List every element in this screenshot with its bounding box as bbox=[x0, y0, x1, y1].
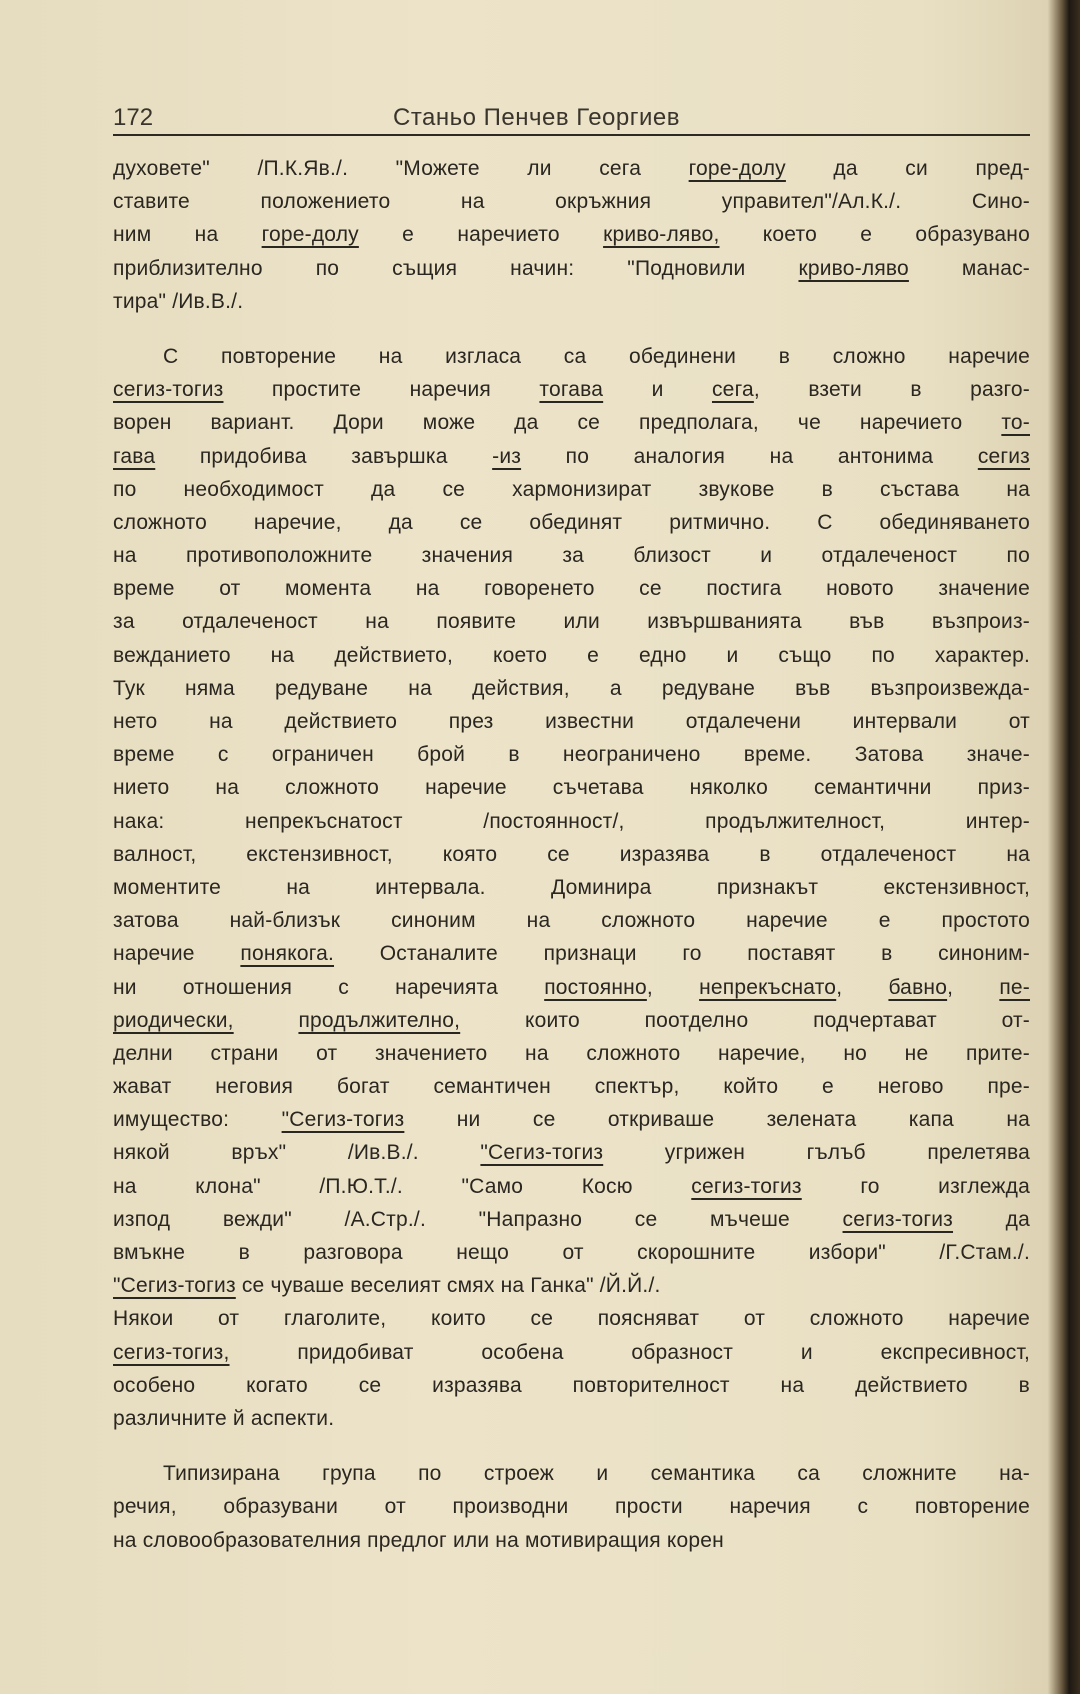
text-segment: особено когато се изразява повторителност на действието в bbox=[113, 1373, 1030, 1397]
text-segment: някой връх" /Ив.В./. bbox=[113, 1141, 481, 1165]
text-segment: приблизително по същия начин: "Подновили bbox=[113, 256, 799, 280]
text-line bbox=[113, 285, 1030, 318]
text-segment: С повторение на изгласа са обединени в сложно наречие bbox=[163, 344, 1030, 368]
text-line bbox=[113, 1037, 1030, 1070]
underlined-term: "Сегиз-тогиз bbox=[281, 1108, 405, 1132]
text-segment: Типизирана група по строеж и семантика са сложните на- bbox=[163, 1462, 1030, 1486]
text-segment: , bbox=[836, 975, 889, 999]
text-segment: на клона" /П.Ю.Т./. "Само Косю bbox=[113, 1174, 692, 1198]
text-segment: , bbox=[646, 975, 700, 999]
text-segment: ни отношения с наречията bbox=[113, 975, 545, 999]
underlined-term: сегиз-тогиз bbox=[842, 1207, 954, 1231]
page-number: 172 bbox=[113, 104, 154, 131]
text-segment: изпод вежди" /А.Стр./. "Напразно се мъчеше bbox=[113, 1207, 843, 1231]
text-line bbox=[113, 1336, 1030, 1369]
underlined-term: риодически, bbox=[113, 1008, 234, 1032]
text-segment: моментите на интервала. Доминира признакът екстензивност, bbox=[113, 875, 1030, 899]
paragraph bbox=[113, 1457, 1030, 1557]
text-line bbox=[113, 1170, 1030, 1203]
text-segment: сложното наречие, да се обединят ритмично. С обединяването bbox=[113, 510, 1030, 534]
text-line bbox=[113, 904, 1030, 937]
underlined-term: продължително, bbox=[298, 1008, 461, 1032]
text-segment: затова най-близък синоним на сложното наречие е простото bbox=[113, 909, 1030, 933]
text-line bbox=[113, 1302, 1030, 1335]
text-line bbox=[113, 871, 1030, 904]
text-segment: Някои от глаголите, които се поясняват от сложното наречие bbox=[113, 1307, 1030, 1331]
underlined-term: пе- bbox=[999, 975, 1030, 999]
text-line bbox=[113, 1070, 1030, 1103]
text-segment: да bbox=[953, 1207, 1030, 1231]
text-segment: ворен вариант. Дори може да се предполага, че наречието bbox=[113, 411, 1002, 435]
text-line bbox=[113, 572, 1030, 605]
text-segment: и bbox=[603, 378, 712, 402]
text-segment: жават неговия богат семантичен спектър, който е негово пре- bbox=[113, 1075, 1030, 1099]
underlined-term: гава bbox=[113, 444, 156, 468]
text-segment: манас- bbox=[908, 256, 1030, 280]
text-segment: време от момента на говоренето се постига новото значение bbox=[113, 577, 1030, 601]
text-segment: нето на действието през известни отдалечени интервали от bbox=[113, 710, 1030, 733]
text-segment: ни се откриваше зелената капа на bbox=[404, 1108, 1031, 1132]
running-header bbox=[113, 104, 1030, 136]
text-segment: Тук няма редуване на действия, а редуване във възпроизвежда- bbox=[113, 676, 1030, 700]
text-line bbox=[113, 705, 1030, 738]
text-line bbox=[113, 406, 1030, 439]
text-line bbox=[113, 1457, 1030, 1490]
text-line bbox=[113, 771, 1030, 804]
text-segment: придобиват особена образност и експресивност, bbox=[229, 1340, 1030, 1364]
text-segment: , взети в разго- bbox=[753, 378, 1031, 402]
text-line bbox=[113, 672, 1030, 705]
text-segment: ставите положението на окръжния управител"/Ал.К./. Сино- bbox=[113, 190, 1030, 214]
text-line bbox=[113, 440, 1030, 473]
text-segment: наречие bbox=[113, 942, 241, 966]
text-line bbox=[113, 1524, 1030, 1557]
text-line bbox=[113, 252, 1030, 285]
text-line bbox=[113, 838, 1030, 871]
text-line bbox=[113, 971, 1030, 1004]
underlined-term: криво-ляво, bbox=[603, 223, 720, 247]
text-segment: е наречието bbox=[358, 223, 604, 247]
underlined-term: то- bbox=[1001, 411, 1030, 435]
text-line bbox=[113, 639, 1030, 672]
text-segment: нака: непрекъснатост /постоянност/, продължителност, интер- bbox=[113, 809, 1030, 833]
underlined-term: сегиз-тогиз bbox=[113, 378, 224, 402]
text-line bbox=[113, 1490, 1030, 1523]
running-header-author: Станьо Пенчев Георгиев bbox=[393, 104, 680, 131]
text-segment: нието на сложното наречие съчетава няколко семантични приз- bbox=[113, 776, 1030, 800]
text-line bbox=[113, 506, 1030, 539]
text-segment: ним на bbox=[113, 223, 262, 247]
text-line bbox=[113, 937, 1030, 970]
text-segment: вмъкне в разговора нещо от скорошните избори" /Г.Стам./. bbox=[113, 1241, 1030, 1264]
text-segment: валност, екстензивност, която се изразява в отдалеченост на bbox=[113, 842, 1030, 866]
text-segment: простите наречия bbox=[223, 378, 540, 402]
underlined-term: сегиз-тогиз, bbox=[113, 1340, 230, 1364]
text-segment: време с ограничен брой в неограничено време. Затова значе- bbox=[113, 743, 1030, 767]
text-line bbox=[113, 152, 1030, 185]
text-segment: делни страни от значението на сложното наречие, но не прите- bbox=[113, 1041, 1030, 1065]
underlined-term: криво-ляво bbox=[798, 256, 909, 280]
underlined-term: бавно bbox=[888, 975, 948, 999]
paragraph bbox=[113, 340, 1030, 1435]
text-line bbox=[113, 738, 1030, 771]
text-segment: които поотделно подчертават от- bbox=[460, 1008, 1030, 1032]
underlined-term: сега bbox=[711, 378, 754, 402]
text-line bbox=[113, 1369, 1030, 1402]
text-line bbox=[113, 539, 1030, 572]
text-segment: придобива завършка bbox=[155, 444, 493, 468]
text-line bbox=[113, 473, 1030, 506]
header-rule bbox=[113, 134, 1030, 136]
text-line bbox=[113, 340, 1030, 373]
text-line bbox=[113, 805, 1030, 838]
underlined-term: понякога. bbox=[240, 942, 335, 966]
text-segment: Останалите признаци го поставят в синоним- bbox=[334, 942, 1030, 966]
text-line bbox=[113, 1103, 1030, 1136]
underlined-term: тогава bbox=[539, 378, 604, 402]
underlined-term: сегиз-тогиз bbox=[691, 1174, 802, 1198]
text-line bbox=[113, 1269, 1030, 1302]
text-line bbox=[113, 185, 1030, 218]
text-segment: което е образувано bbox=[719, 223, 1030, 247]
text-segment: вежданието на действието, което е едно и също по характер. bbox=[113, 643, 1030, 667]
text-segment: различните й аспекти. bbox=[113, 1406, 335, 1430]
text-segment bbox=[234, 1009, 299, 1032]
text-line bbox=[113, 218, 1030, 251]
text-segment: , bbox=[947, 975, 1000, 999]
underlined-term: постоянно bbox=[544, 975, 647, 999]
underlined-term: непрекъснато bbox=[699, 975, 837, 999]
underlined-term: сегиз bbox=[977, 444, 1031, 468]
underlined-term: "Сегиз-тогиз bbox=[113, 1274, 236, 1298]
text-segment: тира" /Ив.В./. bbox=[113, 289, 244, 313]
text-segment: се чуваше веселият смях на Ганка" /Й.Й./. bbox=[235, 1274, 661, 1298]
text-segment: духовете" /П.К.Яв./. "Можете ли сега bbox=[113, 157, 689, 180]
text-segment: го изглежда bbox=[801, 1174, 1030, 1198]
paragraph-gap bbox=[113, 1435, 1030, 1457]
text-segment: угрижен гълъб прелетява bbox=[603, 1141, 1030, 1165]
text-segment: речия, образувани от производни прости наречия с повторение bbox=[113, 1495, 1030, 1519]
text-line bbox=[113, 1004, 1030, 1037]
underlined-term: "Сегиз-тогиз bbox=[480, 1141, 604, 1165]
text-segment: по необходимост да се хармонизират звукове в състава на bbox=[113, 477, 1030, 501]
paragraph-gap bbox=[113, 318, 1030, 340]
text-segment: по аналогия на антонима bbox=[521, 444, 978, 468]
paragraph bbox=[113, 152, 1030, 318]
underlined-term: горе-долу bbox=[688, 157, 786, 180]
text-segment: да си пред- bbox=[785, 157, 1030, 180]
text-line bbox=[113, 1402, 1030, 1435]
text-line bbox=[113, 1203, 1030, 1236]
text-segment: на словообразователния предлог или на мотивиращия корен bbox=[113, 1528, 724, 1552]
text-line bbox=[113, 1236, 1030, 1269]
underlined-term: горе-долу bbox=[261, 223, 359, 247]
body-text bbox=[113, 152, 1030, 1557]
text-line bbox=[113, 605, 1030, 638]
text-segment: на противоположните значения за близост и отдалеченост по bbox=[113, 544, 1030, 568]
text-line bbox=[113, 1136, 1030, 1169]
text-segment: имущество: bbox=[113, 1108, 282, 1132]
text-line bbox=[113, 373, 1030, 406]
text-segment: за отдалеченост на появите или извършванията във възпроиз- bbox=[113, 610, 1030, 634]
underlined-term: -из bbox=[492, 444, 522, 468]
